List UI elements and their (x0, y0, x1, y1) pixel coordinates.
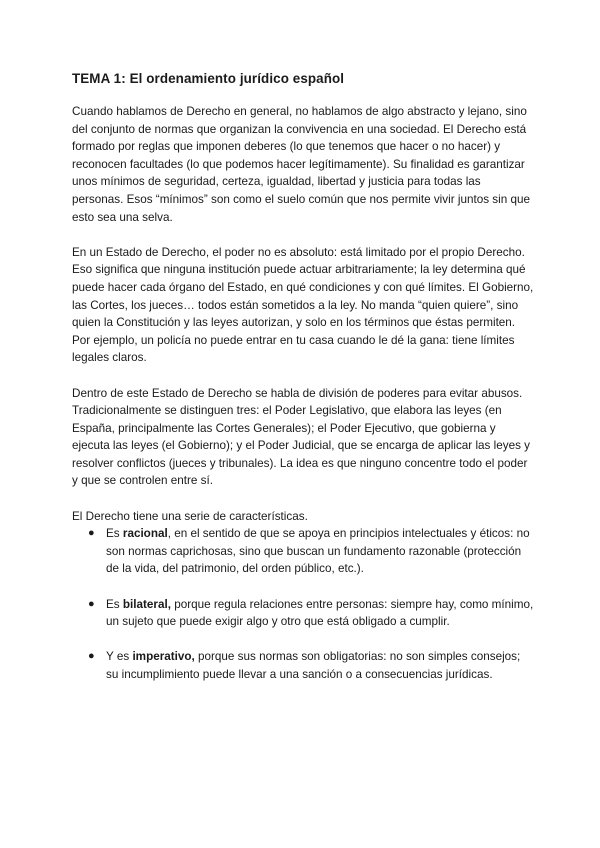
paragraph-estado-de-derecho: En un Estado de Derecho, el poder no es absoluto: está limitado por el propio Derecho. Eso significa que ninguna institución puede actuar arbitrariamente; la ley determina qué puede hacer cada órgano del Estado, en qué condiciones y con qué límites. El Gobierno, las Cortes, los jueces… todos están sometidos a la ley. No manda “quien quiere”, sino quien la Constitución y las leyes autorizan, y solo en los términos que éstas permiten. Por ejemplo, un policía no puede entrar en tu casa cuando le dé la gana: tiene límites legales claros. (72, 245, 534, 365)
bullet-icon: ● (88, 650, 95, 663)
paragraph-derecho: Cuando hablamos de Derecho en general, no hablamos de algo abstracto y lejano, sino del conjunto de normas que organizan la convivencia en una sociedad. El Derecho está formado por reglas que imponen deberes (lo que tenemos que hacer o no hacer) y reconocen facultades (lo que podemos hacer legítimamente). Su finalidad es garantizar unos mínimos de seguridad, certeza, igualdad, libertad y justicia para todas las personas. Esos “mínimos” son como el suelo común que nos permite vivir juntos sin que esto sea una selva. (72, 105, 530, 224)
bullet-icon: ● (88, 597, 95, 610)
list-intro: El Derecho tiene una serie de características. (72, 509, 308, 523)
item-prefix: Es (106, 597, 123, 611)
list-item-imperativo (88, 648, 534, 683)
item-term: bilateral, (122, 597, 171, 611)
characteristics-list (72, 525, 534, 683)
item-text: porque regula relaciones entre personas: siempre hay, como mínimo, un sujeto que puede exigir algo y otro que está obligado a cumplir. (106, 597, 534, 629)
item-term: imperativo, (132, 650, 195, 664)
item-prefix: Y es (106, 650, 133, 664)
item-text: porque sus normas son obligatorias: no son simples consejos; su incumplimiento puede llevar a una sanción o a consecuencias jurídicas. (106, 650, 521, 681)
list-item-bilateral (88, 596, 534, 631)
bullet-icon: ● (88, 527, 95, 540)
item-prefix: Es (106, 527, 123, 541)
paragraph-division-poderes: Dentro de este Estado de Derecho se habla de división de poderes para evitar abusos. Tradicionalmente se distinguen tres: el Poder Legislativo, que elabora las leyes (en España, principalmente las Cortes Generales); el Poder Ejecutivo, que gobierna y ejecuta las leyes (el Gobierno); y el Poder Judicial, que se encarga de aplicar las leyes y resolver conflictos (jueces y tribunales). La idea es que ninguno concentre todo el poder y que se controlen entre sí. (72, 386, 531, 488)
item-text: , en el sentido de que se apoya en principios intelectuales y éticos: no son normas caprichosas, sino que buscan un fundamento razonable (protección de la vida, del patrimonio, del orden público, etc.). (106, 527, 530, 576)
document-title: TEMA 1: El ordenamiento jurídico español (72, 71, 345, 86)
list-item-racional (88, 525, 534, 578)
document-page (72, 70, 534, 701)
item-term: racional (122, 527, 168, 541)
